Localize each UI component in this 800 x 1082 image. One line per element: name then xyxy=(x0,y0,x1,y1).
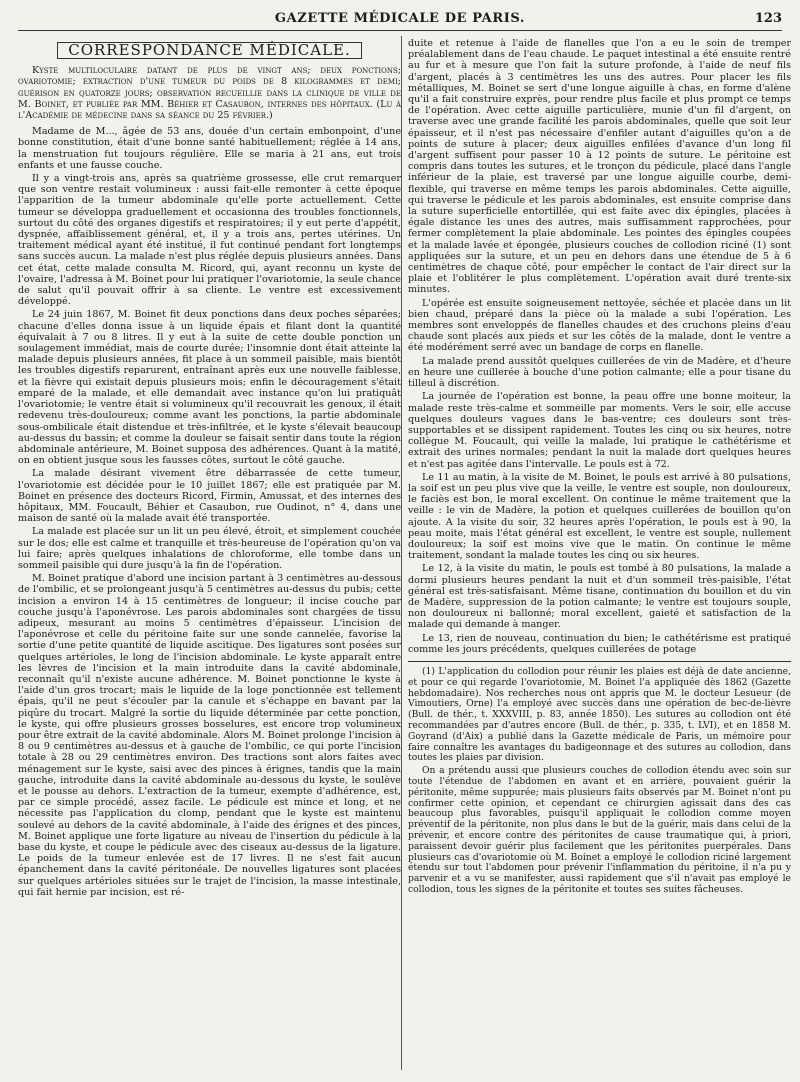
paragraph: Il y a vingt-trois ans, après sa quatrième grossesse, elle crut remarquer que son ventre restait volumineux : aussi fait-elle remonter à cette époque l'apparition de la tumeur abdominale qu'elle porte actuellement. Cette tumeur se développa graduellement et occasionna des troubles fonctionnels, surtout du côté des organes digestifs et respiratoires; il y eut perte d'appétit, dyspnée, affaiblissement général, et, il y a trois ans, pertes utérines. Un traitement médical ayant été institué, il fut continué pendant fort longtemps sans succès aucun. La malade n'est plus réglée depuis plusieurs années. Dans cet état, cette malade consulta M. Ricord, qui, ayant reconnu un kyste de l'ovaire, l'adressa à M. Boinet pour lui pratiquer l'ovariotomie, la seule chance de salut qu'il pouvait offrir à sa cliente. Le ventre est excessivement développé. xyxy=(18,173,401,308)
section-title: CORRESPONDANCE MÉDICALE. xyxy=(18,42,401,59)
paragraph: duite et retenue à l'aide de flanelles que l'on a eu le soin de tremper préalablement dans de l'eau chaude. Le paquet intestinal a été ensuite rentré au fur et à mesure que l'on fait la suture profonde, à l'aide de neuf fils d'argent, placés à 3 centimètres les uns des autres. Pour placer les fils métalliques, M. Boinet se sert d'une longue aiguille à chas, en forme d'alène qu'il a fait construire exprès, pour rendre plus facile et plus prompt ce temps de l'opération. Avec cette aiguille particulière, munie d'un fil d'argent, on traverse avec une grande facilité les parois abdominales, quelle que soit leur épaisseur, et il n'est pas nécessaire d'enfiler autant d'aiguilles qu'on a de points de suture à placer; deux aiguilles enfilées d'avance d'un long fil d'argent suffisent pour passer 10 à 12 points de suture. Le péritoine est compris dans toutes les sutures, et le tronçon du pédicule, placé dans l'angle inférieur de la plaie, est traversé par une longue aiguille courbe, demi-flexible, qui traverse en même temps les parois abdominales. Cette aiguille, qui traverse le pédicule et les parois abdominales, est ensuite comprise dans la suture superficielle entortillée, qui est faite avec dix épingles, placées à égale distance les unes des autres, mais suffisamment rapprochées, pour fermer complètement la plaie abdominale. Les pointes des épingles coupées et la malade lavée et épongée, plusieurs couches de collodion riciné (1) sont appliquées sur la suture, et un peu en dehors dans une étendue de 5 à 6 centimètres de chaque côté, pour empêcher le contact de l'air direct sur la plaie et l'oblitérer le plus complètement. L'opération avait duré trente-six minutes. xyxy=(408,38,791,296)
paragraph: Le 24 juin 1867, M. Boinet fit deux ponctions dans deux poches séparées; chacune d'elles donna issue à un liquide épais et filant dont la quantité équivalait à 7 ou 8 litres. Il y eut à la suite de cette double ponction un soulagement immédiat, mais de courte durée; l'insomnie dont était atteinte la malade depuis plusieurs années, fit place à un sommeil paisible, mais bientôt les troubles digestifs reparurent, entraînant après eux une nouvelle faiblesse, et la fièvre qui existait depuis plusieurs mois; enfin le découragement s'était emparé de la malade, et elle demandait avec instance qu'on lui pratiquât l'ovariotomie; le ventre était si volumineux qu'il recouvrait les genoux, il était redevenu très-douloureux; comme avant les ponctions, la partie abdominale sous-ombilicale était distendue et très-infiltrée, et le kyste s'élevait beaucoup au-dessus du bassin; et comme la douleur se faisait sentir dans toute la région abdominale antérieure, M. Boinet supposa des adhérences. Quant à la matité, on en obtient jusque sous les fausses côtes, surtout le côté gauche. xyxy=(18,309,401,467)
paragraph: Le 12, à la visite du matin, le pouls est tombé à 80 pulsations, la malade a dormi plusieurs heures pendant la nuit et d'un sommeil très-paisible, l'état général est très-satisfaisant. Même tisane, continuation du bouillon et du vin de Madère, suppression de la potion calmante; le ventre est toujours souple, non douloureux ni ballonné; moral excellent, gaieté et satisfaction de la malade qui demande à manger. xyxy=(408,563,791,631)
paragraph: La journée de l'opération est bonne, la peau offre une bonne moiteur, la malade reste très-calme et sommeille par moments. Vers le soir, elle accuse quelques douleurs vagues dans le bas-ventre; ces douleurs sont très-supportables et se dissipent rapidement. Toutes les cinq ou six heures, notre collègue M. Foucault, qui veille la malade, lui pratique le cathétérisme et extrait des urines normales; pendant la nuit la malade dort quelques heures et n'est pas agitée dans l'intervalle. Le pouls est à 72. xyxy=(408,391,791,470)
paragraph: L'opérée est ensuite soigneusement nettoyée, séchée et placée dans un lit bien chaud, préparé dans la pièce où la malade a subi l'opération. Les membres sont enveloppés de flanelles chaudes et des cruchons pleins d'eau chaude sont placés aux pieds et sur les côtés de la malade, dont le ventre a été modérément serré avec un bandage de corps en flanelle. xyxy=(408,297,791,354)
footnotes xyxy=(408,667,791,896)
paragraph: Le 13, rien de nouveau, continuation du bien; le cathétérisme est pratiqué comme les jours précédents, quelques cuillerées de potage xyxy=(408,632,791,655)
left-column xyxy=(18,38,401,1068)
paragraph: La malade est placée sur un lit un peu élevé, étroit, et simplement couchée sur le dos; elle est calme et tranquille et très-heureuse de l'opération qu'on va lui faire; après quelques inhalations de chloroforme, elle tombe dans un sommeil paisible qui dure jusqu'à la fin de l'opération. xyxy=(18,526,401,571)
footnote-divider xyxy=(408,661,791,662)
journal-title: GAZETTE MÉDICALE DE PARIS. xyxy=(274,11,526,26)
paragraph: Madame de M..., âgée de 53 ans, douée d'un certain embonpoint, d'une bonne constitution, était d'une bonne santé habituellement; réglée à 14 ans, la menstruation fut toujours régulière. Elle se maria à 21 ans, eut trois enfants et une fausse couche. xyxy=(18,126,401,171)
paragraph: La malade prend aussitôt quelques cuillerées de vin de Madère, et d'heure en heure une cuillerée à bouche d'une potion calmante; elle a pour tisane du tilleul à discrétion. xyxy=(408,355,791,390)
paragraph: La malade désirant vivement être débarrassée de cette tumeur, l'ovariotomie est décidée pour le 10 juillet 1867; elle est pratiquée par M. Boinet en présence des docteurs Ricord, Firmin, Amussat, et des internes des hôpitaux, MM. Foucault, Béhier et Casaubon, rue Oudinot, n° 4, dans une maison de santé où la malade avait été transportée. xyxy=(18,468,401,525)
column-divider xyxy=(401,36,402,1070)
right-column xyxy=(408,38,791,1068)
article-intro: Kyste multiloculaire datant de plus de vingt ans; deux ponctions; ovariotomie; extraction d'une tumeur du poids de 8 kilogrammes et demi; guérison en quatorze jours; observation recueillie dans la clinique de ville de M. Boinet, et publiée par MM. Béhier et Casaubon, internes des hôpitaux. (Lu à l'Académie de médecine dans sa séance du 25 février.) xyxy=(18,65,401,122)
paragraph: M. Boinet pratique d'abord une incision partant à 3 centimètres au-dessous de l'ombilic, et se prolongeant jusqu'à 5 centimètres au-dessus du pubis; cette incision a environ 14 à 15 centimètres de longueur; il incise couche par couche jusqu'à l'aponévrose. Les parois abdominales sont chargées de tissu adipeux, mesurant au moins 5 centimètres d'épaisseur. L'incision de l'aponévrose et celle du péritoine faite sur une sonde cannelée, favorise la sortie d'une petite quantité de liquide ascitique. Des ligatures sont posées sur quelques artérioles, le long de l'incision abdominale. Le kyste apparaît entre les lèvres de l'incision et la main introduite dans la cavité abdominale, reconnaît qu'il n'existe aucune adhérence. M. Boinet ponctionne le kyste à l'aide d'un gros trocart; mais le liquide de la loge ponctionnée est tellement épais, qu'il ne peut s'écouler par la canule et s'échappe en bavant par la piqûre du trocart. Malgré la sortie du liquide déterminée par cette ponction, le kyste, qui offre plusieurs grosses bosselures, est encore trop volumineux pour être extrait de la cavité abdominale. Alors M. Boinet prolonge l'incision à 8 ou 9 centimètres au-dessus et à gauche de l'ombilic, ce qui porte l'incision totale à 28 ou 29 centimètres environ. Des tractions sont alors faites avec ménagement sur le kyste, saisi avec des pinces à érignes, tandis que la main gauche, introduite dans la cavité abdominale au-dessous du kyste, le soulève et le pousse au dehors. L'extraction de la tumeur, exempte d'adhérence, est, par ce simple procédé, assez facile. Le pédicule est mince et long, et ne nécessite pas l'application du clomp, pendant que le kyste est maintenu soulevé au dehors de la cavité abdominale, à l'aide des érignes et des pinces, M. Boinet applique une forte ligature au niveau de l'insertion du pédicule à la base du kyste, et coupe le pédicule avec des ciseaux au-dessus de la ligature. Le poids de la tumeur enlevée est de 17 livres. Il ne s'est fait aucun épanchement dans la cavité péritonéale. De nouvelles ligatures sont placées sur quelques artérioles situées sur le trajet de l'incision, la masse intestinale, qui fait hernie par incision, est ré- xyxy=(18,573,401,898)
page-header xyxy=(18,10,782,31)
footnote: (1) L'application du collodion pour réunir les plaies est déjà de date ancienne, et pour ce qui regarde l'ovariotomie, M. Boinet l'a appliquée dès 1862 (Gazette hebdomadaire). Nos recherches nous ont appris que M. le docteur Lesueur (de Vimoutiers, Orne) l'a employé avec succès dans une opération de bec-de-lièvre (Bull. de thér., t. XXXVIII, p. 83, année 1850). Les sutures au collodion ont été recommandées par d'autres encore (Bull. de thér., p. 335, t. LVI), et en 1858 M. Goyrand (d'Aix) a publié dans la Gazette médicale de Paris, un mémoire pour faire connaître les avantages du badigeonnage et des sutures au collodion, dans toutes les plaies par division. xyxy=(408,665,791,764)
page-number: 123 xyxy=(754,11,782,26)
paragraph: Le 11 au matin, à la visite de M. Boinet, le pouls est arrivé à 80 pulsations, la soif est un peu plus vive que la veille, le ventre est souple, non douloureux, le faciès est bon, le moral excellent. On continue le même traitement que la veille : le vin de Madère, la potion et quelques cuillerées de bouillon qu'on ajoute. A la visite du soir, 32 heures après l'opération, le pouls est à 90, la peau moite, mais l'état général est excellent, le ventre est souple, nullement douloureux; la soif est moins vive que le matin. On continue le même traitement, sondant la malade toutes les cinq ou six heures. xyxy=(408,471,791,562)
footnote: On a prétendu aussi que plusieurs couches de collodion étendu avec soin sur toute l'étendue de l'abdomen en avant et en arrière, pouvaient guérir la péritonite, même suppurée; mais plusieurs faits observés par M. Boinet n'ont pu confirmer cette opinion, et cependant ce chirurgien agissait dans des cas beaucoup plus favorables, puisqu'il appliquait le collodion comme moyen préventif de la péritonite, non plus dans le but de la guérir, mais dans celui de la prévenir, et encore contre des péritonites de cause traumatique qui, à priori, paraissent devoir guérir plus facilement que les péritonites puerpérales. Dans plusieurs cas d'ovariotomie où M. Boinet a employé le collodion riciné largement étendu sur tout l'abdomen pour prévenir l'inflammation du péritoine, il n'a pu y parvenir et a vu se manifester, aussi rapidement que s'il n'avait pas employé le collodion, tous les signes de la péritonite et toutes ses suites fâcheuses. xyxy=(408,765,791,895)
